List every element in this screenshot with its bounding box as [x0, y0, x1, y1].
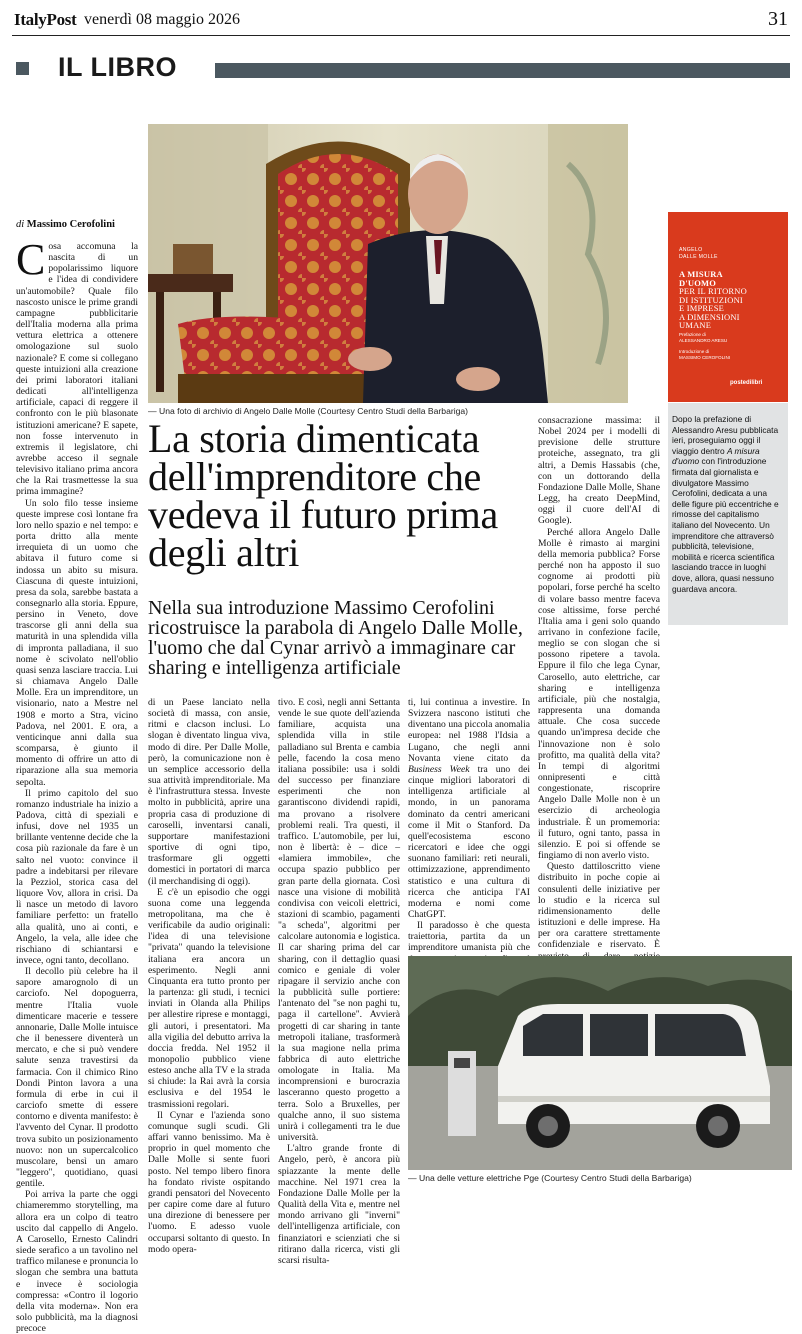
sidebar-text: Dopo la prefazione di Alessandro Aresu pubblicata ieri, proseguiamo oggi il viaggio dentro A misura d'uomo con l'introduzione firmata dal giornalista e divulgatore Massimo Cerofolini, dedicata a una delle figure più eccentriche e rimosse del capitalismo italiano del Novecento. Un imprenditore che attraversò pubblicità, televisione, mobilità e ricerca scientifica lasciando tracce in luoghi dove, allora, quasi nessuno guardava ancora. [672, 414, 779, 594]
section-marker [16, 62, 29, 75]
section-bar [215, 63, 790, 78]
photo2-caption: — Una delle vetture elettriche Pge (Courtesy Centro Studi della Barbariga) [408, 1173, 692, 1183]
section-title: IL LIBRO [58, 52, 178, 82]
book-title-rest: PER IL RITORNO DI ISTITUZIONI E IMPRESE A DIMENSIONI UMANE [679, 286, 747, 330]
photo1-caption: — Una foto di archivio di Angelo Dalle Molle (Courtesy Centro Studi della Barbariga) [148, 406, 469, 416]
article-column-2: di un Paese lanciato nella società di massa, con ansie, ritmi e clacson inclusi. Lo slogan è diventato lingua viva, modo di dire. Per Dalle Molle, però, la comunicazione non è un semplice accessorio della sua attività imprenditoriale. Ma è l'infrastruttura stessa. Investe molto in pubblicità, aprire una propria casa di produzione di caroselli, inventarsi canali, supportare manifestazioni sportive di ogni tipo, trasformare gli oggetti domestici in portatori di marca (il merchandising di oggi). E c'è un episodio che oggi suona come una leggenda metropolitana, ma che è verificabile da audio originali: l'idea di una televisione "privata" quando la televisione italiana era ancora un esperimento. Negli anni Cinquanta era tutto pronto per la partenza: gli studi, i tecnici inviati in Olanda alla Philips per allestire riprese e montaggi, gli autori, i presentatori. Ma alla vigilia del debutto arriva la doccia fredda. Nel 1952 il monopolio pubblico viene esteso anche alla TV e la strada si chiude: la Rai avrà la corsia esclusiva e del 1954 le trasmissioni regolari. Il Cynar e l'azienda sono comunque sugli scudi. Gli affari vanno benissimo. Ma è proprio in quel momento che Dalle Molle si sente fuori posto. Nel tempo libero finora ha fondato riviste ospitando grandi pensatori del Novecento per capire come dare al futuro una direzione di benessere per l'uomo. E adesso vuole occuparsi soltanto di questo. In modo opera- [148, 697, 270, 1255]
sidebar-box [668, 403, 788, 625]
page-number: 31 [768, 8, 788, 30]
electric-car-illustration [408, 956, 792, 1170]
book-title-bold: A MISURA D'UOMO [679, 269, 723, 288]
book-author: ANGELO DALLE MOLLE [679, 247, 718, 260]
portrait-illustration [148, 124, 628, 403]
article-column-4: ti, lui continua a investire. In Svizzera nascono istituti che diventano una piccola anomalia europea: nel 1988 l'Idsia a Lugano, che negli anni Novanta viene citato da Business Week tra uno dei cinque migliori laboratori di intelligenza artificiale al mondo, in un panorama dominato da centri americani come il Mit o Stanford. Da quell'ecosistema escono ricercatori e idee che oggi suonano familiari: reti neurali, ottimizzazione, apprendimento statistico e una cultura di ricerca che anticipa l'AI moderna e nomi come ChatGPT. Il paradosso è che questa traiettoria, partita da un imprenditore umanista più che [408, 697, 530, 954]
book-publisher: postedilibri [730, 380, 763, 386]
article-column-1: Cosa accomuna la nascita di un popolarissimo liquore e l'idea di condividere un'automobile? Quale filo nascosto unisce le prime grandi campagne pubblicitarie dell'Italia moderna alla prima vettura elettrica a ottenere omologazione sul suolo nazionale? E come si collegano queste intuizioni alla creazione dei primi laboratori italiani dedicati all'intelligenza artificiale, capaci di reggere il confronto con le più blasonate istituzioni americane? E sapete, non fosse intervenuto in extremis il legislatore, chi avrebbe acceso il segnale televisivo italiano prima ancora che la Rai trasmettesse la sua prima immagine? Un solo filo tesse insieme queste imprese così lontane fra loro nello spazio e nel tempo: e porta dritto alla mente irrequieta di un uomo che abitava il futuro come si indossa un abito su misura. Ciascuna di queste intuizioni, presa da sola, sarebbe bastata a consegnarlo alla storia. Eppure, persino in Veneto, dove trascorse gli anni della sua maturità in una splendida villa di impronta palladiana, il suo nome è scivolato nell'oblio quasi senza lasciare traccia. Lui si chiamava Angelo Dalle Molle. Era un imprenditore, un visionario, nato a Mestre nel 1908 e morto a Stra, vicino Padova, nel 2001. E ora, a venticinque anni dalla sua scomparsa, è giunto il momento di offrire un atto di riparazione alla sua memoria sepolta. Il primo capitolo del suo romanzo industriale ha inizio a Padova, città di speziali e infusi, dove nel 1935 un brillante ventenne decide che la cosa più razionale da fare è un salto nel vuoto: convince il padre a indebitarsi per rilevare la Pezziol, storica casa del liquore Vov, allora in crisi. Da lì nasce un metodo di lavoro familiare perfetto: un fratello alla qualità, uno ai conti, e Angelo, la vela, alle idee che rischiano di schiantarsi e invece, ogni tanto, decollano. Il decollo più celebre ha il sapore amarognolo di un carciofo. Nel dopoguerra, mentre l'Italia vuole dimenticare macerie e tessere annonarie, Dalle Molle intuisce che il benessere diventerà un mercato, e che si può vendere salute senza travestirsi da farmacia. Con il chimico Rino Dondi Pinton lavora a una formula di erbe in cui il carciofo smette di essere contorno e diventa manifesto: è l'avvento del Cynar. Il prodotto trova subito un posizionamento nuovo: non un supercalcolico muscolare, bensì un amaro "leggero", quotidiano, quasi gentile. Poi arriva la parte che oggi chiameremmo storytelling, ma allora era un colpo di teatro uscito dal cappello di Angelo. A Carosello, Ernesto Calindri siede serafico a un tavolino nel traffico milanese e pronuncia lo slogan che sembra una battuta e invece è sociologia compressa: «Contro il logorio della vita moderna». Non era solo pubblicità, ma la diagnosi precoce [16, 235, 138, 1334]
dropcap: C [16, 235, 46, 284]
masthead-date: venerdì 08 maggio 2026 [84, 11, 240, 28]
article-deck: Nella sua introduzione Massimo Cerofolini ricostruisce la parabola di Angelo Dalle Molle, l'uomo che dal Cynar arrivò a immaginare car sharing e intelligenza artificiale [148, 597, 523, 679]
masthead-brand: ItalyPost [14, 10, 77, 29]
article-headline: La storia dimenticata dell'imprenditore che vedeva il futuro prima degli altri [148, 416, 498, 575]
archive-photo-electric-car [408, 956, 792, 1170]
book-cover [668, 212, 788, 402]
header-rule [12, 35, 790, 36]
book-preface: Prefazione di ALESSANDRO ARESU Introduzione di MASSIMO CEROFOLINI [679, 332, 731, 361]
archive-photo-portrait [148, 124, 628, 403]
article-column-5: consacrazione massima: il Nobel 2024 per i modelli di previsione delle strutture proteiche, assegnato, tra gli altri, a Demis Hassabis (che, con un dottorando della Fondazione Dalle Molle, Shane Legg, ha creato DeepMind, oggi il cuore dell'AI di Google). Perché allora Angelo Dalle Molle è rimasto ai margini della memoria pubblica? Forse perché non ha apposto il suo cognome ai prodotti più popolari, forse perché ha scelto di volare basso mentre faceva cose altissime, forse perché l'Italia ama i geni solo quando arrivano in confezione facile, meglio se con slogan che si possono ripetere a tavola. Eppure il filo che lega Cynar, Carosello, auto elettriche, car sharing e intelligenza artificiale, più che nostalgia, rappresenta una domanda attuale. Che cosa succede quando un'impresa decide che l'innovazione non è solo profitto, ma qualità della vita? In tempi di algoritmi onnipresenti e città congestionate, riscoprire Angelo Dalle Molle non è un esercizio di archeologia industriale. È un promemoria: il futuro, ogni tanto, passa in silenzio. E poi si offende se fingiamo di non averlo visto. Questo dattiloscritto viene distribuito in poche copie ai consulenti delle iniziative per lo studio e la ricerca sul ridimensionamento delle istituzioni e delle imprese. Ha per ora carattere strettamente confidenziale e riservato. È [538, 415, 660, 951]
article-column-3: tivo. E così, negli anni Settanta vende le sue quote dell'azienda familiare, acquista una splendida villa in stile palladiano sul Brenta e cambia pelle, facendo la cosa meno italiana possibile: usa i soldi del successo per finanziare esperimenti che non garantiscono dividendi rapidi, ma provano a risolvere problemi reali. Tra questi, il traffico. L'automobile, per lui, non è libertà: è – dice – «lamiera immobile», che occupa spazio pubblico per gran parte della giornata. Così nasce una visione di mobilità condivisa con veicoli elettrici, stazioni di scambio, pagamenti "a scheda", algoritmi per calcolare autonomia e logistica. Il car sharing prima del car sharing, con il dettaglio quasi comico e geniale di voler ripagare il servizio anche con la pubblicità sulle portiere: l'antenato del "se non paghi tu, paga il cartellone". Avvierà progetti di car sharing in tante metropoli italiane, trasformerà la sua magione nella prima fabbrica di auto elettriche omologate in Italia. Ma incomprensioni e burocrazia lasceranno questo progetto a terra. Solo a Bruxelles, per qualche anno, il suo sistema unirà i collegamenti tra le due università. L'altro grande fronte di Angelo, però, è ancora più spiazzante la mente delle macchine. Nel 1971 crea la Fondazione Dalle Molle per la Qualità della Vita e, mentre nel mondo arrivano gli "inverni" dell'intelligenza artificiale, con finanziatori e scienziati che si ritirano dalla ricerca, visti gli scarsi risulta- [278, 697, 400, 1266]
byline: di Massimo Cerofolini [16, 219, 115, 230]
book-title [679, 270, 779, 330]
